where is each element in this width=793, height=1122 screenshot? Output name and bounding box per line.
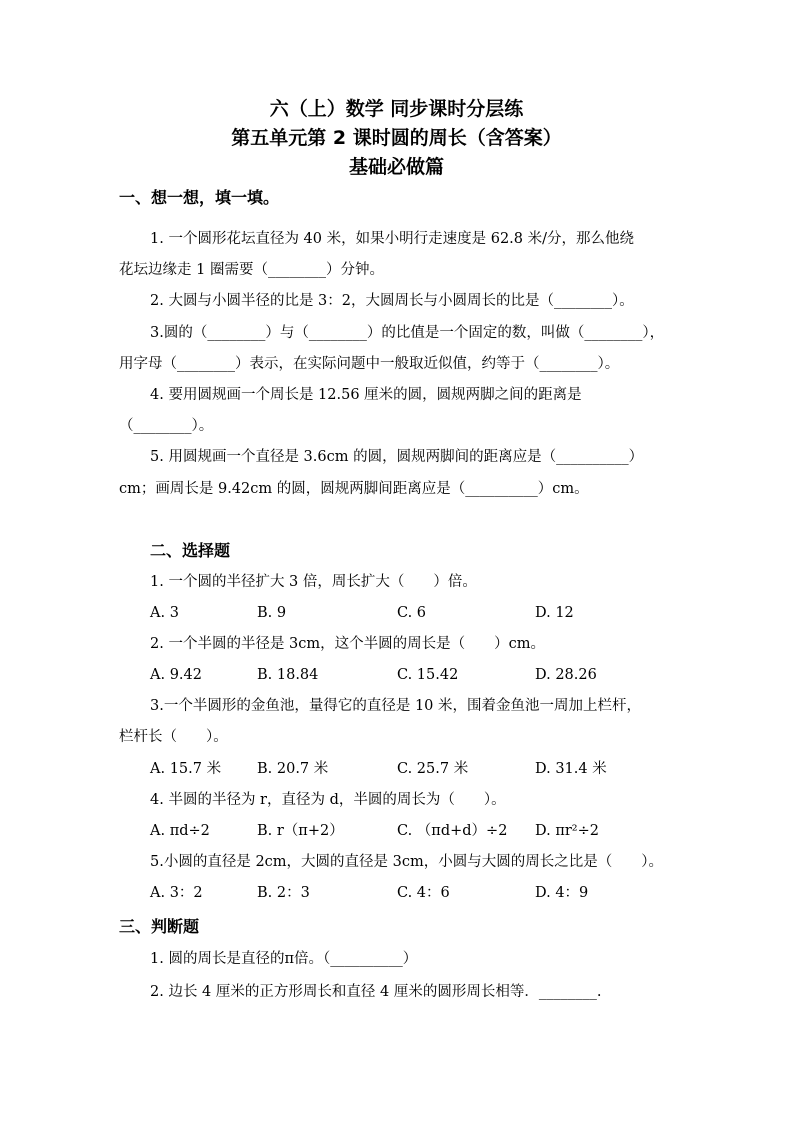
option-d: D. 31.4 米 <box>535 761 607 777</box>
option-c: C. 25.7 米 <box>397 761 469 777</box>
option-b: B. 9 <box>257 605 287 621</box>
question-line: 1. 圆的周长是直径的π倍。（__________） <box>150 951 418 967</box>
question-text-continued: 栏杆长（ ）。 <box>119 729 228 745</box>
option-a: A. 9.42 <box>150 667 202 683</box>
question-line: cm；画周长是 9.42cm 的圆，圆规两脚间距离应是（__________）cm。 <box>119 481 589 497</box>
question-text: 2. 一个半圆的半径是 3cm，这个半圆的周长是（ ）cm。 <box>150 636 546 652</box>
option-d: D. πr²÷2 <box>535 823 599 839</box>
option-d: D. 28.26 <box>535 667 597 683</box>
question-text: 4. 半圆的半径为 r，直径为 d，半圆的周长为（ ）。 <box>150 792 506 808</box>
section-heading-fill-blank: 一、想一想，填一填。 <box>119 188 280 207</box>
option-b: B. 2：3 <box>257 885 310 901</box>
question-line: 1. 一个圆形花坛直径为 40 米，如果小明行走速度是 62.8 米/分，那么他绕 <box>150 231 634 247</box>
option-c: C. 4：6 <box>397 885 450 901</box>
option-a: A. πd÷2 <box>150 823 210 839</box>
option-c: C. 15.42 <box>397 667 459 683</box>
question-line: 2. 边长 4 厘米的正方形周长和直径 4 厘米的圆形周长相等．________. <box>150 984 602 1000</box>
section-heading-true-false: 三、判断题 <box>119 917 200 936</box>
question-line: 2. 大圆与小圆半径的比是 3：2，大圆周长与小圆周长的比是（________）。 <box>150 293 634 309</box>
question-text: 3.一个半圆形的金鱼池，量得它的直径是 10 米，围着金鱼池一周加上栏杆， <box>150 698 642 714</box>
option-d: D. 12 <box>535 605 574 621</box>
option-d: D. 4：9 <box>535 885 589 901</box>
option-c: C. 6 <box>397 605 427 621</box>
question-line: 花坛边缘走 1 圈需要（________）分钟。 <box>119 262 384 278</box>
option-b: B. 20.7 米 <box>257 761 329 777</box>
question-line: 3.圆的（________）与（________）的比值是一个固定的数，叫做（________）， <box>150 325 665 341</box>
question-line: （________）。 <box>119 418 214 434</box>
question-text: 1. 一个圆的半径扩大 3 倍，周长扩大（ ）倍。 <box>150 574 477 590</box>
page-section-title: 基础必做篇 <box>348 156 444 178</box>
option-c: C. （πd+d）÷2 <box>397 823 508 839</box>
page-title: 六（上）数学 同步课时分层练 <box>269 98 524 120</box>
option-a: A. 3 <box>150 605 179 621</box>
question-line: 用字母（________）表示，在实际问题中一般取近似值，约等于（________）。 <box>119 356 620 372</box>
question-line: 5. 用圆规画一个直径是 3.6cm 的圆，圆规两脚间的距离应是（__________） <box>150 449 644 465</box>
question-text: 5.小圆的直径是 2cm，大圆的直径是 3cm，小圆与大圆的周长之比是（ ）。 <box>150 854 663 870</box>
question-line: 4. 要用圆规画一个周长是 12.56 厘米的圆，圆规两脚之间的距离是 <box>150 387 582 403</box>
option-b: B. 18.84 <box>257 667 319 683</box>
option-b: B. r（π+2） <box>257 823 344 839</box>
page-subtitle: 第五单元第 2 课时圆的周长（含答案） <box>231 127 562 149</box>
option-a: A. 15.7 米 <box>150 761 222 777</box>
section-heading-multiple-choice: 二、选择题 <box>150 541 231 560</box>
option-a: A. 3：2 <box>150 885 203 901</box>
